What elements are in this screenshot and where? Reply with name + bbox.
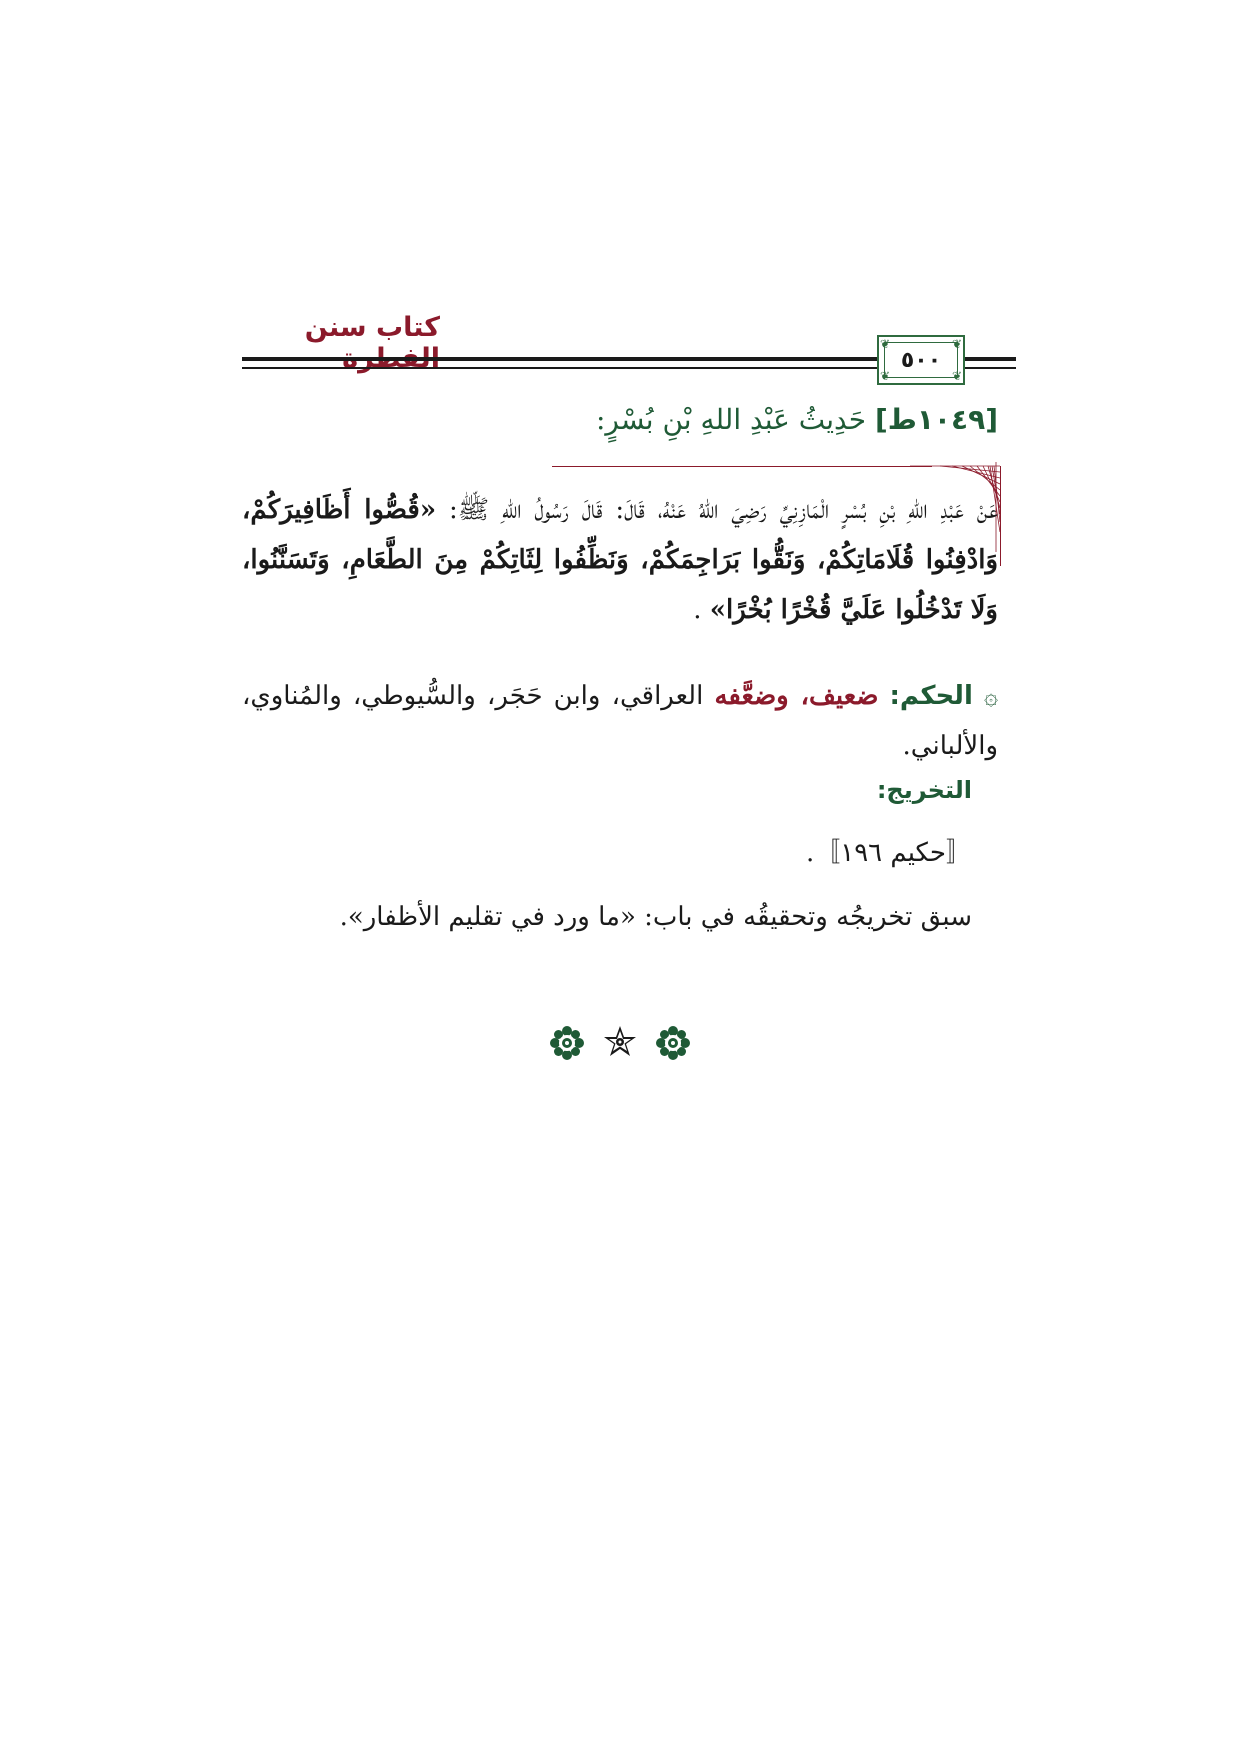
- hadith-title: حَدِيثُ عَبْدِ اللهِ بْنِ بُسْرٍ:: [595, 403, 867, 436]
- takhrij-label: التخريج:: [876, 776, 972, 804]
- ruling-scholars: العراقي، وابن حَجَر، والسُّيوطي، والمُناوي، والألباني.: [242, 681, 998, 761]
- frame-corner-icon: ❦: [951, 369, 962, 383]
- hadith-end-mark: .: [693, 595, 702, 625]
- hadith-number: [١٠٤٩ط]: [874, 403, 998, 436]
- takhrij-note: سبق تخريجُه وتحقيقُه في باب: «ما ورد في تقليم الأظفار».: [339, 902, 972, 932]
- flower-icon: ۞: [983, 682, 999, 710]
- ruling-label: الحكم:: [889, 681, 973, 711]
- ruling-value: ضعيف، وضعَّفه: [714, 681, 879, 711]
- text-box-side-border: [1000, 466, 1001, 566]
- hadith-text: [242, 485, 998, 635]
- hadith-matn: «قُصُّوا أَظَافِيرَكُمْ، وَادْفِنُوا قُلَامَاتِكُمْ، وَنَقُّوا بَرَاجِمَكُمْ، وَنَظِّفُوا لِثَاتِكُمْ مِنَ الطَّعَامِ، وَتَسَنَّنُوا، وَلَا تَدْخُلُوا عَلَيَّ قُخْرًا بُخْرًا»: [242, 495, 998, 625]
- section-divider-ornament: [520, 1025, 720, 1065]
- takhrij-reference: 〚حكيم ١٩٦〛.: [805, 838, 972, 868]
- page-number-frame: [877, 335, 965, 385]
- star-flower-icon: [602, 1025, 638, 1065]
- book-title: كتاب سنن الفطرة: [304, 312, 440, 374]
- text-box-top-border: [552, 466, 932, 467]
- hadith-heading: [238, 403, 998, 436]
- frame-corner-icon: ❦: [951, 337, 962, 351]
- flower-icon: [655, 1025, 691, 1065]
- hadith-ruling: [242, 671, 998, 771]
- flower-icon: [549, 1025, 585, 1065]
- hadith-isnad: عَنْ عَبْدِ اللهِ بْنِ بُسْرٍ الْمَازِنِيِّ رَضِيَ اللهُ عَنْهُ، قَالَ: قَالَ رَسُولُ اللهِ ﷺ:: [448, 495, 999, 525]
- frame-corner-icon: ❦: [880, 369, 891, 383]
- frame-corner-icon: ❦: [880, 337, 891, 351]
- page-number: ٥٠٠: [900, 348, 942, 373]
